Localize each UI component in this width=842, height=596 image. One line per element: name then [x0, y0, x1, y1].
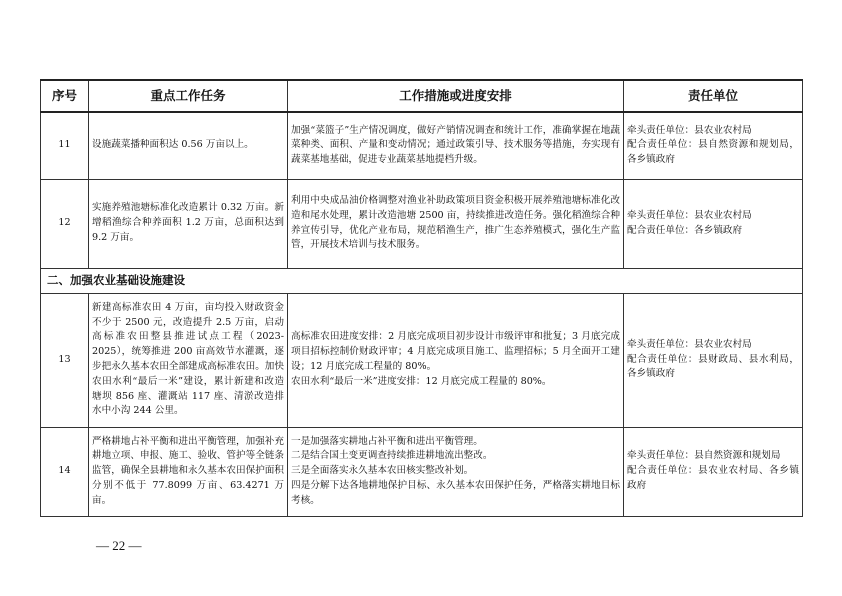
row-measure: 加强“菜篮子”生产情况调度，做好产销情况调查和统计工作，准确掌握在地蔬菜种类、面积、产量和变动情况；通过政策引导、技术服务等措施，夯实现有蔬菜基地基础，促进专业蔬菜基地提档升级。 [288, 112, 624, 179]
row-unit [624, 293, 803, 427]
unit-lead: 牵头责任单位：县农业农村局 [627, 338, 752, 350]
header-task: 重点工作任务 [89, 80, 288, 112]
table-row [41, 427, 803, 516]
table-row [41, 293, 803, 427]
row-unit [624, 427, 803, 516]
work-task-table [40, 79, 803, 517]
row-task: 设施蔬菜播种面积达 0.56 万亩以上。 [89, 112, 288, 179]
row-number: 14 [41, 427, 89, 516]
row-unit [624, 112, 803, 179]
table-header-row [41, 80, 803, 112]
measure-line: 农田水利“最后一米”进度安排：12 月底完成工程量的 80%。 [291, 375, 552, 387]
row-task: 严格耕地占补平衡和进出平衡管理，加强补充耕地立项、申报、施工、验收、管护等全链条监管，确保全县耕地和永久基本农田保护面积分别不低于 77.8099 万亩、63.4271 万亩。 [89, 427, 288, 516]
row-task: 实施养殖池塘标准化改造累计 0.32 万亩。新增稻渔综合种养面积 1.2 万亩，总面积达到 9.2 万亩。 [89, 179, 288, 268]
unit-lead: 牵头责任单位：县农业农村局 [627, 124, 752, 136]
page-number: — 22 — [96, 538, 142, 553]
row-measure: 利用中央成品油价格调整对渔业补助政策项目资金积极开展养殖池塘标准化改造和尾水处理，累计改造池塘 2500 亩，持续推进改造任务。强化稻渔综合种养宣传引导，优化产业布局，规范稻渔生产，推广生态养殖模式，强化生产监管，开展技术培训与技术服务。 [288, 179, 624, 268]
section-row [41, 268, 803, 293]
section-title: 二、加强农业基础设施建设 [41, 268, 803, 293]
unit-support: 配合责任单位：县农业农村局、各乡镇政府 [627, 465, 799, 491]
unit-lead: 牵头责任单位：县自然资源和规划局 [627, 450, 781, 462]
table-row [41, 112, 803, 179]
header-seq: 序号 [41, 80, 89, 112]
measure-line: 二是结合国土变更调查持续推进耕地流出整改。 [291, 450, 493, 462]
measure-line: 高标准农田进度安排：2 月底完成项目初步设计市级评审和批复；3 月底完成项目招标控制价财政评审；4 月底完成项目施工、监理招标；5 月全面开工建设；12 月底完成工程量的 80%。 [291, 331, 620, 372]
unit-support: 配合责任单位：县自然资源和规划局，各乡镇政府 [627, 139, 799, 166]
unit-support: 配合责任单位：各乡镇政府 [627, 224, 743, 236]
unit-lead: 牵头责任单位：县农业农村局 [627, 209, 752, 221]
unit-support: 配合责任单位：县财政局、县水利局，各乡镇政府 [627, 353, 799, 380]
row-measure [288, 427, 624, 516]
row-task: 新建高标准农田 4 万亩，亩均投入财政资金不少于 2500 元，改造提升 2.5 万亩，启动高标准农田整县推进试点工程（2023-2025），统筹推进 200 亩高效节水灌溉，逐步把永久基本农田全部建成高标准农田。加快农田水利“最后一米”建设，累计新建和改造塘坝 856 座、灌溉站 117 座、清淤改造排水中小沟 244 公里。 [89, 293, 288, 427]
measure-line: 一是加强落实耕地占补平衡和进出平衡管理。 [291, 435, 483, 447]
header-measure: 工作措施或进度安排 [288, 80, 624, 112]
row-unit [624, 179, 803, 268]
row-number: 11 [41, 112, 89, 179]
measure-line: 四是分解下达各地耕地保护目标、永久基本农田保护任务，严格落实耕地目标考核。 [291, 479, 620, 506]
header-unit: 责任单位 [624, 80, 803, 112]
row-number: 13 [41, 293, 89, 427]
row-number: 12 [41, 179, 89, 268]
measure-line: 三是全面落实永久基本农田核实整改补划。 [291, 465, 474, 477]
table-row [41, 179, 803, 268]
row-measure [288, 293, 624, 427]
